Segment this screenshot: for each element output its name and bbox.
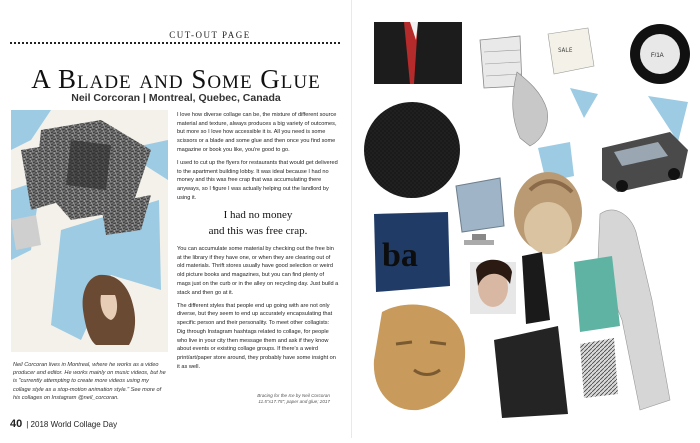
dark-strip-cutout (522, 252, 550, 324)
article-body (177, 111, 339, 376)
section-kicker: CUT-OUT PAGE (169, 30, 251, 40)
receipt-text: SALE (558, 47, 573, 54)
black-circle-cutout (364, 102, 460, 198)
body-paragraph: I love how diverse collage can be, the mixture of different source material and texture, always produces a big variety of outcomes, but more so I love how accessible it is. All you need is some scissors or a blade and some glue and then once you find some magazine or book you like, you're good to go. (177, 112, 337, 153)
collage-artwork (11, 110, 168, 352)
striped-cutout (580, 338, 618, 398)
publication-name: | 2018 World Collage Day (26, 420, 118, 429)
right-page (352, 0, 700, 438)
disc-text: F/1A (651, 53, 664, 59)
body-paragraph: I used to cut up the flyers for restaurants that would get delivered to the apartment building lobby. It was ideal because I had no money and this was free crap that was accumulating there anyways, so I figure I was actually helping out the landlord by using it. (177, 160, 338, 201)
green-panel-cutout (574, 256, 620, 332)
car-cutout (602, 132, 688, 192)
body-paragraph: The different styles that people end up going with are not only diverse, but they seem to end up accurately encapsulating that specific person and their personality. To meet other collagists: Dig through Instagram hashtags related to collage, for people who live in your city then message them and ask if they know about events or existing collage groups. If there's a weird print/art/paper store around, they probably have some insight on it as well. (177, 302, 336, 370)
pull-quote (177, 207, 339, 239)
artwork-caption (230, 393, 330, 405)
body-paragraph: You can accumulate some material by checking out the free bin at the library if they have one, or when they are clearing out of old materials. Thrift stores usually have good selection or weird old picture books and magazines, but you can find plenty of mags just on the curb or in the alley on recycling day. Just build a stack and then go at it. (177, 246, 339, 296)
artist-bio: Neil Corcoran lives in Montreal, where he works as a video producer and editor. He works mainly on music videos, but he is "currently attempting to create more videos using my collage style as a stop-motion animation style." See more of his collages on Instagram @neil_corcoran. (13, 362, 166, 401)
blue-shard-cutout (570, 88, 598, 118)
monitor-cutout (456, 178, 504, 245)
dark-shape-cutout (494, 326, 568, 418)
caption-line: 11.5"x17.75"; paper and glue; 2017 (258, 399, 330, 404)
type-panel-cutout (374, 212, 450, 292)
cutout-sheet (352, 0, 700, 438)
hand-cutout (513, 72, 548, 146)
stone-face-cutout (374, 305, 465, 411)
left-page (0, 0, 352, 438)
portrait-cutout (470, 260, 516, 314)
collage-artwork-graphic (11, 110, 168, 352)
page-number: 40 (10, 418, 23, 430)
article-byline: Neil Corcoran | Montreal, Quebec, Canada (71, 92, 281, 104)
lens-disc-cutout (630, 24, 690, 84)
receipt-cutout (548, 28, 594, 74)
dotted-rule (10, 42, 340, 44)
caption-line: Bracing for the Ice by Neil Corcoran (257, 393, 330, 398)
article-title: A Blade and Some Glue (31, 64, 321, 94)
pull-quote-line: and this was free crap. (208, 225, 308, 238)
statue-head-cutout (514, 172, 582, 254)
suit-cutout (374, 22, 462, 84)
fragment-text: ba (382, 237, 418, 274)
pull-quote-line: I had no money (223, 209, 293, 222)
folio (10, 418, 117, 430)
